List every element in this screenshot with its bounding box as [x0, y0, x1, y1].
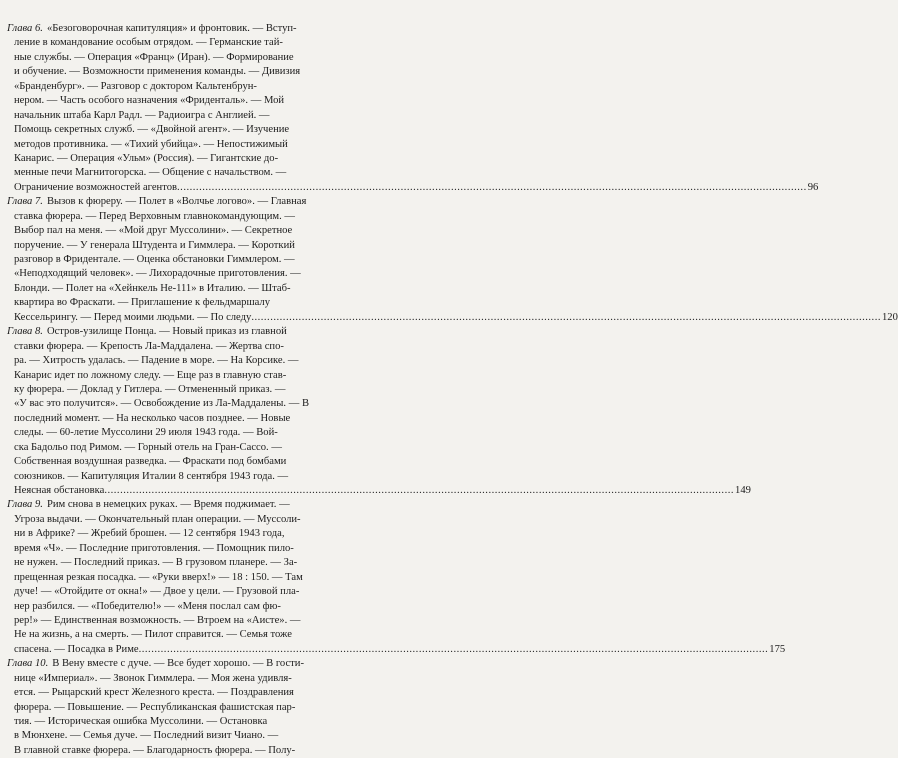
toc-line [7, 51, 391, 65]
dot-leader: ........................................................................................................................................................................................................ [104, 485, 735, 496]
toc-line [7, 527, 391, 541]
toc-line [7, 152, 391, 166]
toc-line-text: «У вас это получится». — Освобождение из Ла-Маддалены. — В [14, 398, 310, 410]
toc-line-text: рер!» — Единственная возможность. — Втроем на «Аисте». — [14, 614, 301, 626]
toc-line [7, 369, 391, 383]
toc-line [7, 556, 391, 570]
toc-line [7, 210, 391, 224]
table-of-contents [7, 22, 898, 758]
toc-entry [7, 657, 391, 758]
toc-line [7, 340, 391, 354]
toc-line [7, 513, 391, 527]
toc-line-text: тия. — Историческая ошибка Муссолини. — Остановка [14, 716, 268, 727]
chapter-label: Глава 7. [7, 196, 43, 208]
dot-leader: ........................................................................................................................................................................................................ [177, 181, 807, 193]
toc-line [7, 441, 391, 455]
toc-line-text: В главной ставке фюрера. — Благодарность фюрера. — Полу- [14, 744, 296, 756]
toc-line-text: время «Ч». — Последние приготовления. — Помощник пило- [14, 542, 294, 554]
toc-line [7, 253, 391, 267]
toc-line-text: ку фюрера. — Доклад у Гитлера. — Отмененный приказ. — [14, 383, 286, 395]
toc-line-text: Угроза выдачи. — Окончательный план операции. — Муссоли- [14, 513, 301, 525]
toc-line-text: Неясная обстановка [14, 485, 105, 496]
toc-line-text: Блонди. — Полет на «Хейнкель Не-111» в Италию. — Штаб- [14, 282, 291, 294]
dot-leader: ........................................................................................................................................................................................................ [138, 643, 769, 655]
toc-line [7, 267, 391, 281]
page-number: 149 [735, 485, 751, 496]
toc-line-text: Ограничение возможностей агентов [14, 181, 178, 193]
page-number: 175 [769, 643, 786, 655]
toc-line [7, 36, 391, 50]
toc-line [7, 138, 391, 152]
toc-line [7, 600, 391, 614]
chapter-label: Глава 10. [7, 658, 49, 670]
toc-line-text: прещенная резкая посадка. — «Руки вверх!» — 18 : 150. — Там [14, 571, 303, 583]
toc-line-text: Вызов к фюреру. — Полет в «Волчье логово». — Главная [46, 196, 307, 208]
toc-line-text: нер разбился. — «Победителю!» — «Меня послал сам фю- [14, 600, 281, 612]
toc-line [7, 383, 391, 397]
toc-line-text: не нужен. — Последний приказ. — В грузовом планере. — За- [14, 557, 298, 569]
toc-line [7, 239, 391, 253]
toc-line-text: ставка фюрера. — Перед Верховным главнокомандующим. — [14, 210, 295, 222]
toc-line [7, 672, 391, 686]
toc-line-text: методов противника. — «Тихий убийца». — Непостижимый [14, 138, 288, 150]
toc-line-text: ные службы. — Операция «Франц» (Иран). — Формирование [14, 51, 294, 63]
toc-line [7, 166, 391, 180]
toc-line [7, 354, 391, 368]
toc-line-text: последний момент. — На несколько часов позднее. — Новые [14, 412, 291, 424]
toc-line [7, 282, 391, 296]
toc-line-text: дуче! — «Отойдите от окна!» — Двое у цели. — Грузовой пла- [14, 586, 300, 598]
page-number: 96 [807, 181, 819, 193]
toc-line [7, 715, 391, 729]
toc-line-text: ставки фюрера. — Крепость Ла-Маддалена. — Жертва спо- [14, 340, 284, 352]
toc-line [7, 94, 391, 108]
toc-line [7, 311, 898, 325]
toc-line [7, 686, 391, 700]
toc-line [7, 397, 391, 411]
toc-line-text: союзников. — Капитуляция Италии 8 сентября 1943 года. — [14, 470, 289, 482]
toc-line-text: Не на жизнь, а на смерть. — Пилот справится. — Семья тоже [14, 629, 292, 641]
toc-line-text: Рим снова в немецких руках. — Время поджимает. — [46, 499, 290, 511]
toc-line-text: «Неподходящий человек». — Лихорадочные приготовления. — [14, 268, 301, 280]
toc-line [7, 455, 391, 469]
toc-line [7, 181, 819, 195]
toc-line-text: ется. — Рыцарский крест Железного креста. — Поздравления [14, 687, 294, 699]
toc-entry [7, 22, 819, 195]
toc-line [7, 470, 391, 484]
toc-line [7, 542, 391, 556]
page-number: 120 [882, 311, 898, 323]
toc-line [7, 498, 391, 512]
toc-line-text: нером. — Часть особого назначения «Фриденталь». — Мой [14, 95, 285, 107]
toc-line-text: следы. — 60-летие Муссолини 29 июля 1943 года. — Вой- [14, 427, 278, 439]
chapter-label: Глава 6. [7, 23, 43, 34]
toc-line [7, 65, 391, 79]
toc-line [7, 701, 391, 715]
toc-line [7, 80, 391, 94]
toc-entry [7, 195, 898, 325]
toc-line [7, 109, 391, 123]
toc-line [7, 22, 391, 36]
toc-line [7, 585, 391, 599]
toc-entry [7, 498, 786, 657]
toc-line [7, 224, 391, 238]
toc-line-text: разговор в Фридентале. — Оценка обстановки Гиммлером. — [14, 254, 295, 265]
toc-line [7, 426, 391, 440]
toc-line-text: квартира во Фраскати. — Приглашение к фельдмаршалу [14, 297, 271, 309]
toc-line-text: «Безоговорочная капитуляция» и фронтовик. — Вступ- [46, 23, 297, 34]
toc-line-text: Кессельрингу. — Перед моими людьми. — По следу [14, 311, 252, 323]
toc-line [7, 643, 786, 657]
toc-line-text: Выбор пал на меня. — «Мой друг Муссолини». — Секретное [14, 225, 293, 237]
toc-line-text: «Бранденбург». — Разговор с доктором Кальтенбрун- [14, 80, 257, 92]
toc-line-text: фюрера. — Повышение. — Республиканская фашистская пар- [14, 701, 296, 713]
toc-line-text: менные печи Магнитогорска. — Общение с начальством. — [14, 167, 287, 179]
toc-line [7, 744, 391, 758]
toc-line-text: Собственная воздушная разведка. — Фраскати под бомбами [14, 456, 287, 468]
toc-line-text: в Мюнхене. — Семья дуче. — Последний визит Чиано. — [14, 730, 279, 742]
toc-line-text: ра. — Хитрость удалась. — Падение в море. — На Корсике. — [14, 355, 299, 367]
toc-line [7, 571, 391, 585]
toc-line [7, 195, 391, 209]
toc-line [7, 412, 391, 426]
toc-line-text: спасена. — Посадка в Риме [14, 643, 139, 655]
toc-line [7, 296, 391, 310]
toc-line-text: ска Бадольо под Римом. — Горный отель на Гран-Сассо. — [14, 441, 282, 453]
toc-line [7, 657, 391, 671]
toc-line-text: В Вену вместе с дуче. — Все будет хорошо. — В гости- [52, 658, 305, 670]
toc-line-text: и обучение. — Возможности применения команды. — Дивизия [14, 66, 301, 78]
toc-line [7, 325, 391, 339]
toc-line-text: Канарис. — Операция «Ульм» (Россия). — Гигантские до- [14, 152, 279, 164]
toc-entry [7, 325, 751, 498]
toc-line [7, 484, 751, 498]
toc-line-text: начальник штаба Карл Радл. — Радиоигра с Англией. — [14, 109, 270, 121]
toc-line-text: Помощь секретных служб. — «Двойной агент». — Изучение [14, 124, 290, 136]
toc-line-text: Канарис идет по ложному следу. — Еще раз в главную став- [14, 369, 287, 381]
toc-line-text: ни в Африке? — Жребий брошен. — 12 сентября 1943 года, [14, 528, 285, 540]
chapter-label: Глава 8. [7, 326, 43, 338]
dot-leader: ........................................................................................................................................................................................................ [251, 311, 881, 323]
toc-line [7, 614, 391, 628]
toc-line-text: Остров-узилище Понца. — Новый приказ из главной [46, 326, 287, 338]
toc-line [7, 123, 391, 137]
toc-line-text: поручение. — У генерала Штудента и Гиммлера. — Короткий [14, 239, 295, 251]
toc-line [7, 729, 391, 743]
toc-line-text: ление в командование особым отрядом. — Германские тай- [14, 37, 283, 49]
toc-line [7, 628, 391, 642]
toc-line-text: нице «Империал». — Звонок Гиммлера. — Моя жена удивля- [14, 672, 292, 684]
chapter-label: Глава 9. [7, 499, 43, 511]
